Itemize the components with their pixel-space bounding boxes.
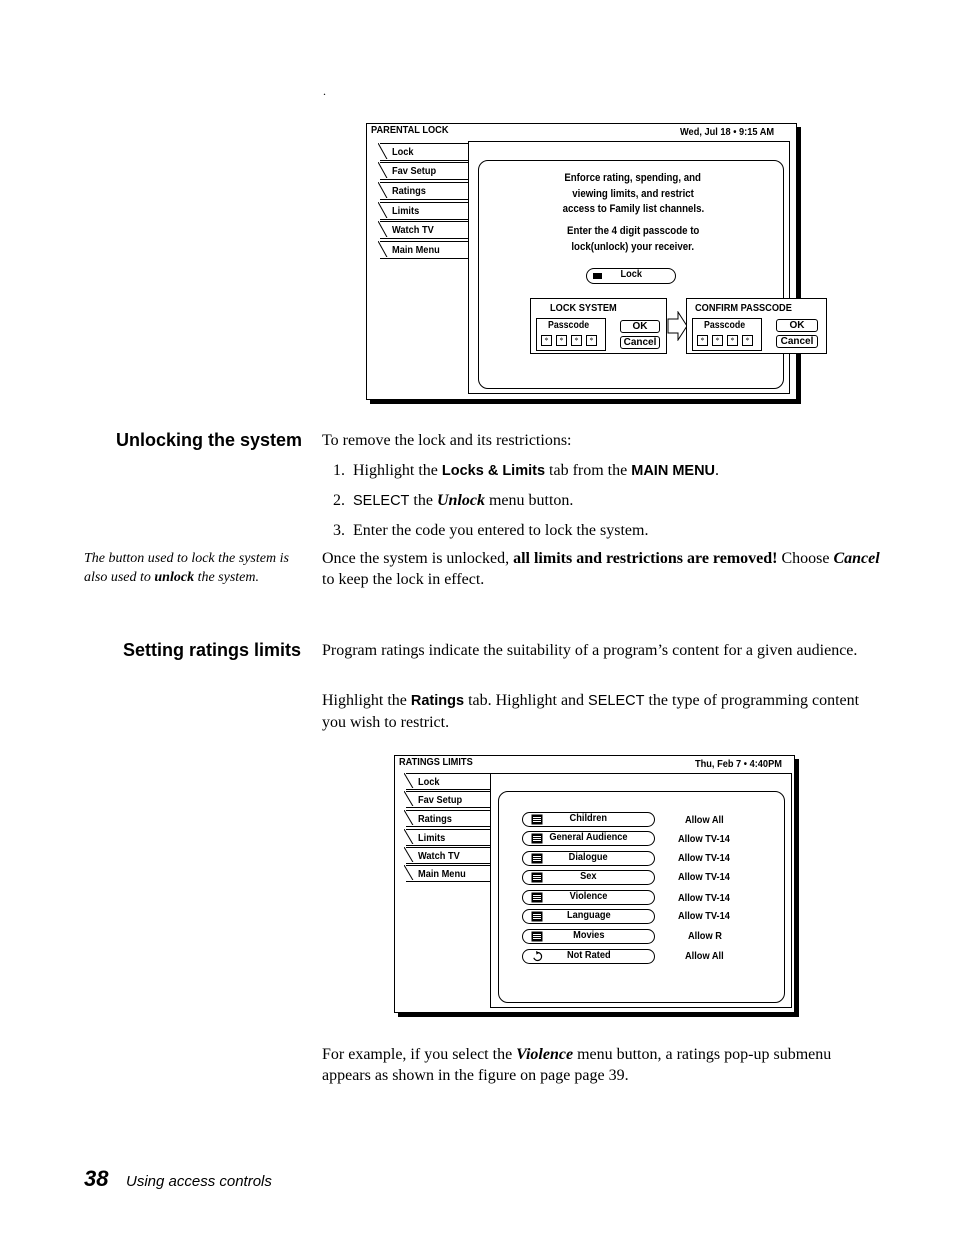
tab-fav-setup[interactable]: Fav Setup <box>380 162 468 180</box>
passcode-digit: * <box>556 335 567 346</box>
unlocking-intro: To remove the lock and its restrictions: <box>322 432 572 449</box>
confirm-passcode-dialog: CONFIRM PASSCODE Passcode * * * * OK Cancel <box>686 298 827 354</box>
rating-value: Allow TV-14 <box>678 833 730 845</box>
tab-ratings[interactable]: Ratings <box>380 182 468 200</box>
example-para: For example, if you select the Violence menu button, a ratings pop-up submenu appears as shown in the figure on page page 39. <box>322 1046 832 1084</box>
unlock-steps <box>333 461 893 551</box>
rating-button-not-rated[interactable]: Not Rated <box>522 949 655 964</box>
passcode-digit: * <box>727 335 738 346</box>
passcode-digit: * <box>742 335 753 346</box>
tab-ratings[interactable]: Ratings <box>406 810 490 827</box>
confirm-passcode-field[interactable]: Passcode * * * * <box>692 318 762 351</box>
tab-watch-tv[interactable]: Watch TV <box>380 221 468 239</box>
rating-button-children[interactable]: Children <box>522 812 655 827</box>
step-item: 2. SELECT the Unlock menu button. <box>333 492 574 509</box>
screen-datetime: Wed, Jul 18 • 9:15 AM <box>680 126 775 138</box>
rating-value: Allow All <box>685 950 724 962</box>
lock-button[interactable]: Lock <box>586 268 676 284</box>
rating-button-language[interactable]: Language <box>522 909 655 924</box>
lock-system-dialog: LOCK SYSTEM Passcode * * * * OK Cancel <box>530 298 667 354</box>
cancel-button[interactable]: Cancel <box>620 336 660 349</box>
passcode-digit: * <box>586 335 597 346</box>
stray-mark: . <box>323 84 326 98</box>
rating-value: Allow TV-14 <box>678 852 730 864</box>
passcode-digit: * <box>541 335 552 346</box>
screen-title: PARENTAL LOCK <box>371 124 449 136</box>
passcode-digit: * <box>571 335 582 346</box>
ok-button[interactable]: OK <box>620 320 660 333</box>
cancel-button[interactable]: Cancel <box>776 335 818 348</box>
rating-button-sex[interactable]: Sex <box>522 870 655 885</box>
rating-button-movies[interactable]: Movies <box>522 929 655 944</box>
rating-button-violence[interactable]: Violence <box>522 890 655 905</box>
tab-lock[interactable]: Lock <box>380 143 468 161</box>
lock-description: Enforce rating, spending, and viewing limits, and restrict access to Family list channels. <box>562 172 704 215</box>
tab-limits[interactable]: Limits <box>380 202 468 220</box>
rating-value: Allow TV-14 <box>678 871 730 883</box>
ratings-heading: Setting ratings limits <box>123 640 302 660</box>
ratings-instruction: Highlight the Ratings tab. Highlight and SELECT the type of programming content you wish to restrict. <box>322 692 860 731</box>
passcode-digit: * <box>697 335 708 346</box>
step-item: 1. Highlight the Locks & Limits tab from the MAIN MENU. <box>333 462 720 479</box>
footer-section-title: Using access controls <box>126 1173 272 1190</box>
tab-limits[interactable]: Limits <box>406 829 490 846</box>
lock-instruction: Enter the 4 digit passcode to lock(unlock) your receiver. <box>566 225 700 253</box>
unlock-result: Once the system is unlocked, all limits and restrictions are removed! Choose Cancel to keep the lock in effect. <box>322 550 880 588</box>
screen-title: RATINGS LIMITS <box>399 756 473 768</box>
rating-value: Allow TV-14 <box>678 910 730 922</box>
passcode-digit: * <box>712 335 723 346</box>
tab-watch-tv[interactable]: Watch TV <box>406 847 490 864</box>
tab-main-menu[interactable]: Main Menu <box>406 865 490 882</box>
rating-button-dialogue[interactable]: Dialogue <box>522 851 655 866</box>
tab-fav-setup[interactable]: Fav Setup <box>406 791 490 808</box>
page-number: 38 <box>84 1166 109 1191</box>
tab-lock[interactable]: Lock <box>406 773 490 790</box>
passcode-field[interactable]: Passcode * * * * <box>536 318 606 351</box>
ok-button[interactable]: OK <box>776 319 818 332</box>
tab-main-menu[interactable]: Main Menu <box>380 241 468 259</box>
rating-button-general-audience[interactable]: General Audience <box>522 831 655 846</box>
rating-value: Allow All <box>685 814 724 826</box>
rating-value: Allow TV-14 <box>678 892 730 904</box>
ratings-para: Program ratings indicate the suitability of a program’s content for a given audience. <box>322 642 858 659</box>
rating-value: Allow R <box>688 930 722 942</box>
step-item: 3. Enter the code you entered to lock the system. <box>333 522 649 539</box>
screen-datetime: Thu, Feb 7 • 4:40PM <box>695 758 782 770</box>
side-note: The button used to lock the system is also used to unlock the system. <box>84 551 289 585</box>
unlocking-heading: Unlocking the system <box>116 430 303 450</box>
